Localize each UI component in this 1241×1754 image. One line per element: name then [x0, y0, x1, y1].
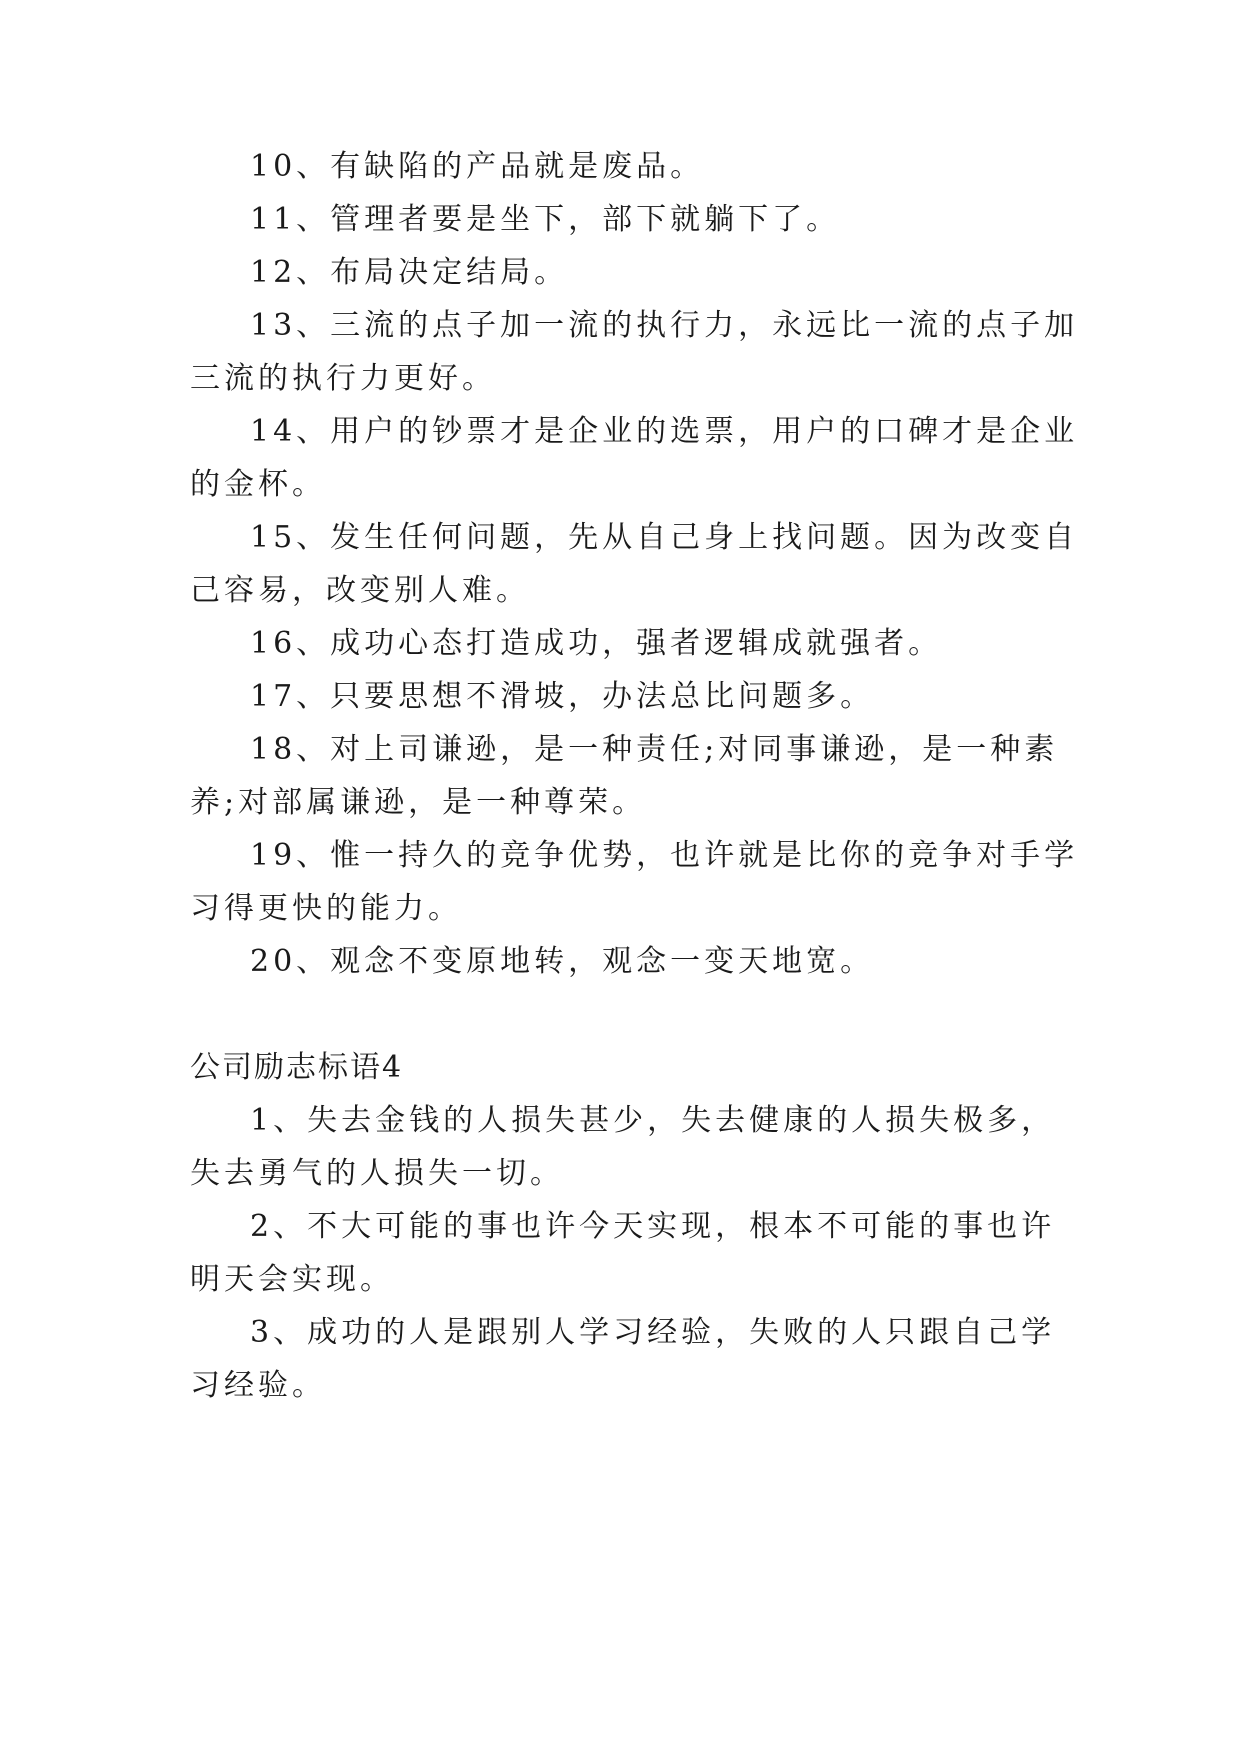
body-line: 明天会实现。 — [190, 1262, 394, 1297]
body-line: 三流的执行力更好。 — [190, 361, 496, 396]
body-line: 13、三流的点子加一流的执行力，永远比一流的点子加 — [250, 308, 1079, 343]
body-line: 习经验。 — [190, 1368, 326, 1403]
body-line: 养;对部属谦逊，是一种尊荣。 — [190, 785, 647, 820]
body-line: 习得更快的能力。 — [190, 891, 462, 926]
body-line: 16、成功心态打造成功，强者逻辑成就强者。 — [250, 626, 943, 661]
body-line: 20、观念不变原地转，观念一变天地宽。 — [250, 944, 875, 979]
body-line: 17、只要思想不滑坡，办法总比问题多。 — [250, 679, 875, 714]
body-line: 14、用户的钞票才是企业的选票，用户的口碑才是企业 — [250, 414, 1079, 449]
body-line: 18、对上司谦逊，是一种责任;对同事谦逊，是一种素 — [250, 732, 1059, 767]
body-line: 15、发生任何问题，先从自己身上找问题。因为改变自 — [250, 520, 1079, 555]
body-line: 2、不大可能的事也许今天实现，根本不可能的事也许 — [250, 1209, 1056, 1244]
body-line: 19、惟一持久的竞争优势，也许就是比你的竞争对手学 — [250, 838, 1079, 873]
body-line: 3、成功的人是跟别人学习经验，失败的人只跟自己学 — [250, 1315, 1056, 1350]
body-line: 12、布局决定结局。 — [250, 255, 569, 290]
body-line: 1、失去金钱的人损失甚少，失去健康的人损失极多， — [250, 1103, 1056, 1138]
body-line: 失去勇气的人损失一切。 — [190, 1156, 564, 1191]
body-line: 11、管理者要是坐下，部下就躺下了。 — [250, 202, 841, 237]
section-heading: 公司励志标语4 — [190, 1050, 404, 1085]
body-line: 己容易，改变别人难。 — [190, 573, 530, 608]
body-line: 的金杯。 — [190, 467, 326, 502]
body-line: 10、有缺陷的产品就是废品。 — [250, 149, 705, 184]
